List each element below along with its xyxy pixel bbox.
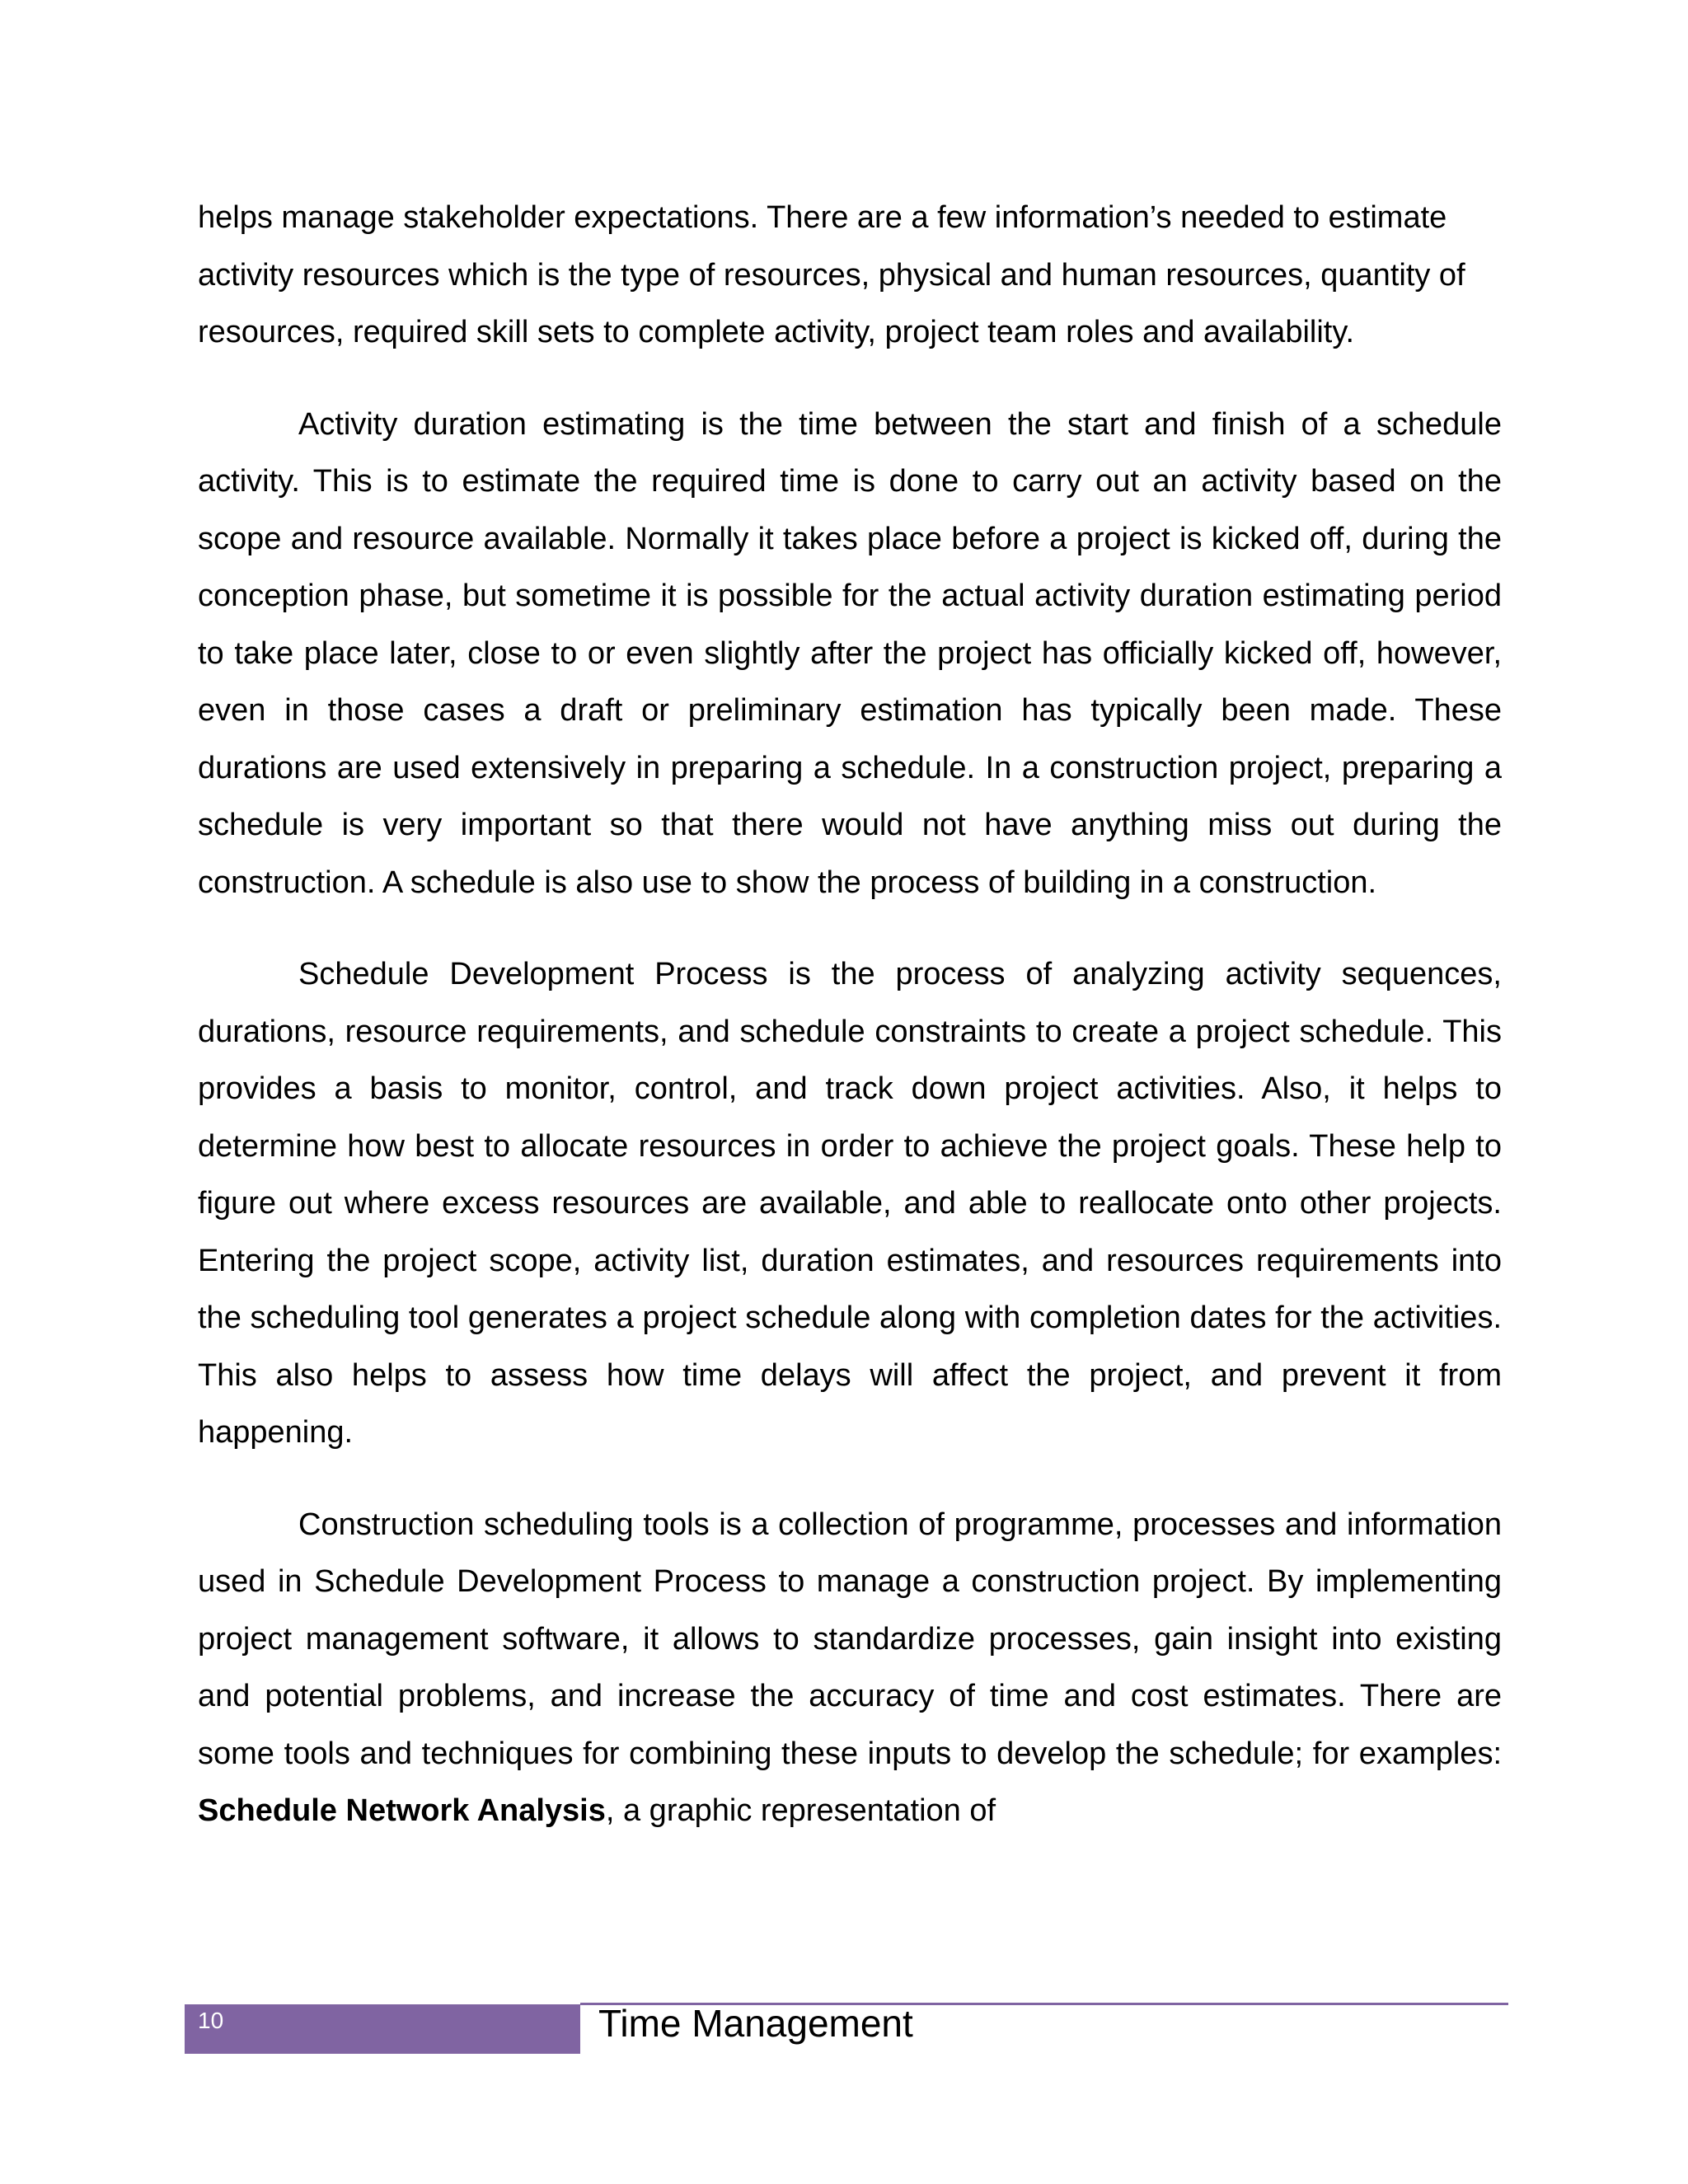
footer-bar [185,2004,580,2054]
body-paragraph-4 [198,1497,1502,1840]
paragraph-text-before: Construction scheduling tools is a collection of programme, processes and information used in Schedule Development Process to manage a construction project. By implementing project management software, it allows to standardize processes, gain insight into existing and potential problems, and increase the accuracy of time and cost estimates. There are some tools and techniques for combining these inputs to develop the schedule; for examples: [198,1507,1502,1771]
body-paragraph-2: Activity duration estimating is the time between the start and finish of a schedule activity. This is to estimate the required time is done to carry out an activity based on the scope and resource available. Normally it takes place before a project is kicked off, during the conception phase, but sometime it is possible for the actual activity duration estimating period to take place later, close to or even slightly after the project has officially kicked off, however, even in those cases a draft or preliminary estimation has typically been made. These durations are used extensively in preparing a schedule. In a construction project, preparing a schedule is very important so that there would not have anything miss out during the construction. A schedule is also use to show the process of building in a construction. [198,406,1502,900]
page-number: 10 [198,2008,224,2033]
body-paragraph-3: Schedule Development Process is the process of analyzing activity sequences, durations, resource requirements, and schedule constraints to create a project schedule. This provides a basis to monitor, control, and track down project activities. Also, it helps to determine how best to allocate resources in order to achieve the project goals. These help to figure out where excess resources are available, and able to reallocate onto other projects. Entering the project scope, activity list, duration estimates, and resources requirements into the scheduling tool generates a project schedule along with completion dates for the activities. This also helps to assess how time delays will affect the project, and prevent it from happening. [198,957,1502,1450]
bold-term: Schedule Network Analysis [198,1793,606,1828]
footer-title: Time Management [598,2002,913,2045]
paragraph-text-after: , a graphic representation of [605,1793,996,1828]
page-body [198,190,1502,1875]
body-paragraph-1: helps manage stakeholder expectations. There are a few information’s needed to estimate activity resources which is the type of resources, physical and human resources, quantity of resources, required skill sets to complete activity, project team roles and availability. [198,200,1465,349]
